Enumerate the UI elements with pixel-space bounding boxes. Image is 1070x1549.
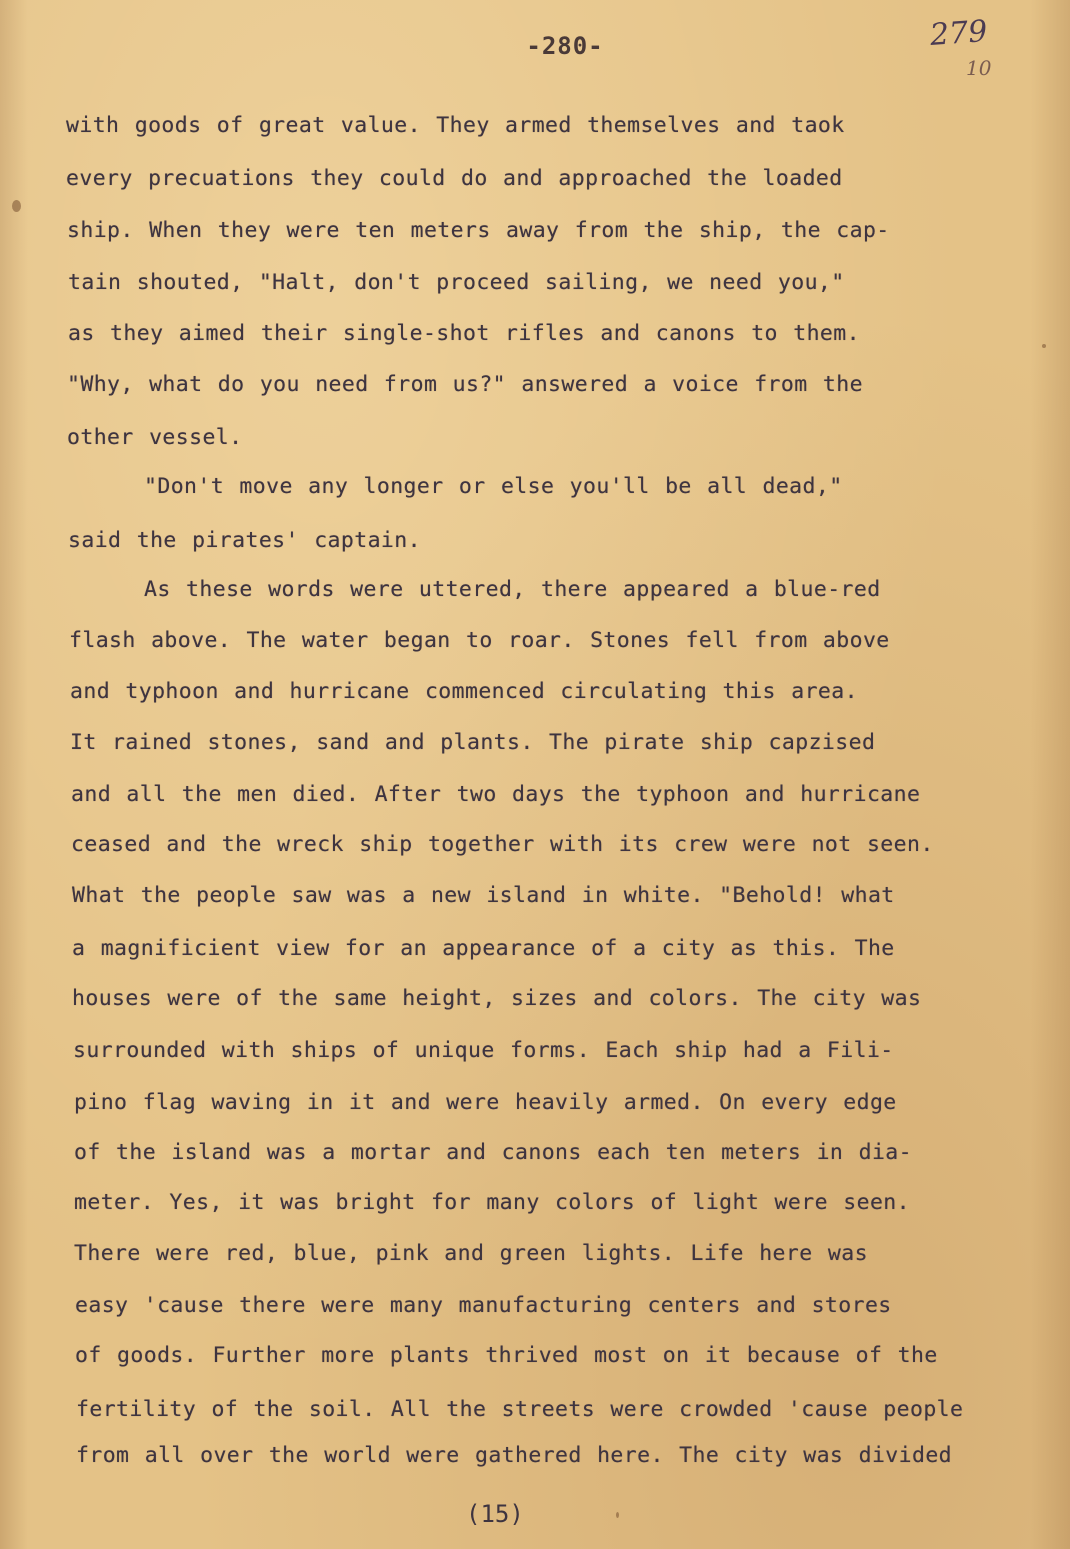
text-line: said the pirates' captain.	[68, 528, 421, 553]
archive-sub-number: 10	[966, 56, 992, 80]
text-line: of the island was a mortar and canons each ten meters in dia-	[74, 1140, 912, 1165]
page-number: -280-	[526, 32, 604, 60]
text-line: "Don't move any longer or else you'll be all dead,"	[144, 474, 843, 499]
text-line: every precuations they could do and approached the loaded	[66, 166, 843, 191]
text-line: It rained stones, sand and plants. The pirate ship capzised	[70, 730, 876, 755]
text-line: of goods. Further more plants thrived most on it because of the	[75, 1343, 938, 1368]
footer-page-number: (15)	[466, 1500, 524, 1528]
text-line: and typhoon and hurricane commenced circulating this area.	[70, 679, 858, 704]
text-line: and all the men died. After two days the typhoon and hurricane	[71, 782, 921, 807]
text-line: easy 'cause there were many manufacturing centers and stores	[75, 1293, 892, 1318]
text-line: tain shouted, "Halt, don't proceed sailing, we need you,"	[68, 270, 845, 295]
text-line: ceased and the wreck ship together with its crew were not seen.	[71, 832, 934, 857]
text-line: as they aimed their single-shot rifles and canons to them.	[68, 321, 860, 346]
text-line: What the people saw was a new island in white. "Behold! what	[72, 883, 895, 908]
text-line: houses were of the same height, sizes and colors. The city was	[72, 986, 922, 1011]
text-line: with goods of great value. They armed themselves and taok	[66, 113, 845, 138]
text-line: pino flag waving in it and were heavily armed. On every edge	[74, 1090, 897, 1115]
text-line: As these words were uttered, there appeared a blue-red	[144, 577, 881, 602]
text-line: surrounded with ships of unique forms. Each ship had a Fili-	[73, 1038, 894, 1063]
paper-stain	[616, 1512, 619, 1518]
paper-stain	[12, 200, 21, 212]
text-line: meter. Yes, it was bright for many colors of light were seen.	[74, 1190, 910, 1215]
paper-stain	[1042, 344, 1046, 348]
text-line: fertility of the soil. All the streets were crowded 'cause people	[76, 1397, 964, 1422]
text-line: from all over the world were gathered here. The city was divided	[76, 1443, 953, 1468]
text-line: flash above. The water began to roar. Stones fell from above	[69, 628, 890, 653]
text-line: "Why, what do you need from us?" answered a voice from the	[67, 372, 863, 397]
text-line: ship. When they were ten meters away from the ship, the cap-	[67, 218, 890, 243]
text-line: a magnificient view for an appearance of a city as this. The	[72, 936, 895, 961]
text-line: There were red, blue, pink and green lights. Life here was	[74, 1241, 868, 1266]
archive-number: 279	[928, 14, 989, 53]
text-line: other vessel.	[67, 425, 243, 450]
